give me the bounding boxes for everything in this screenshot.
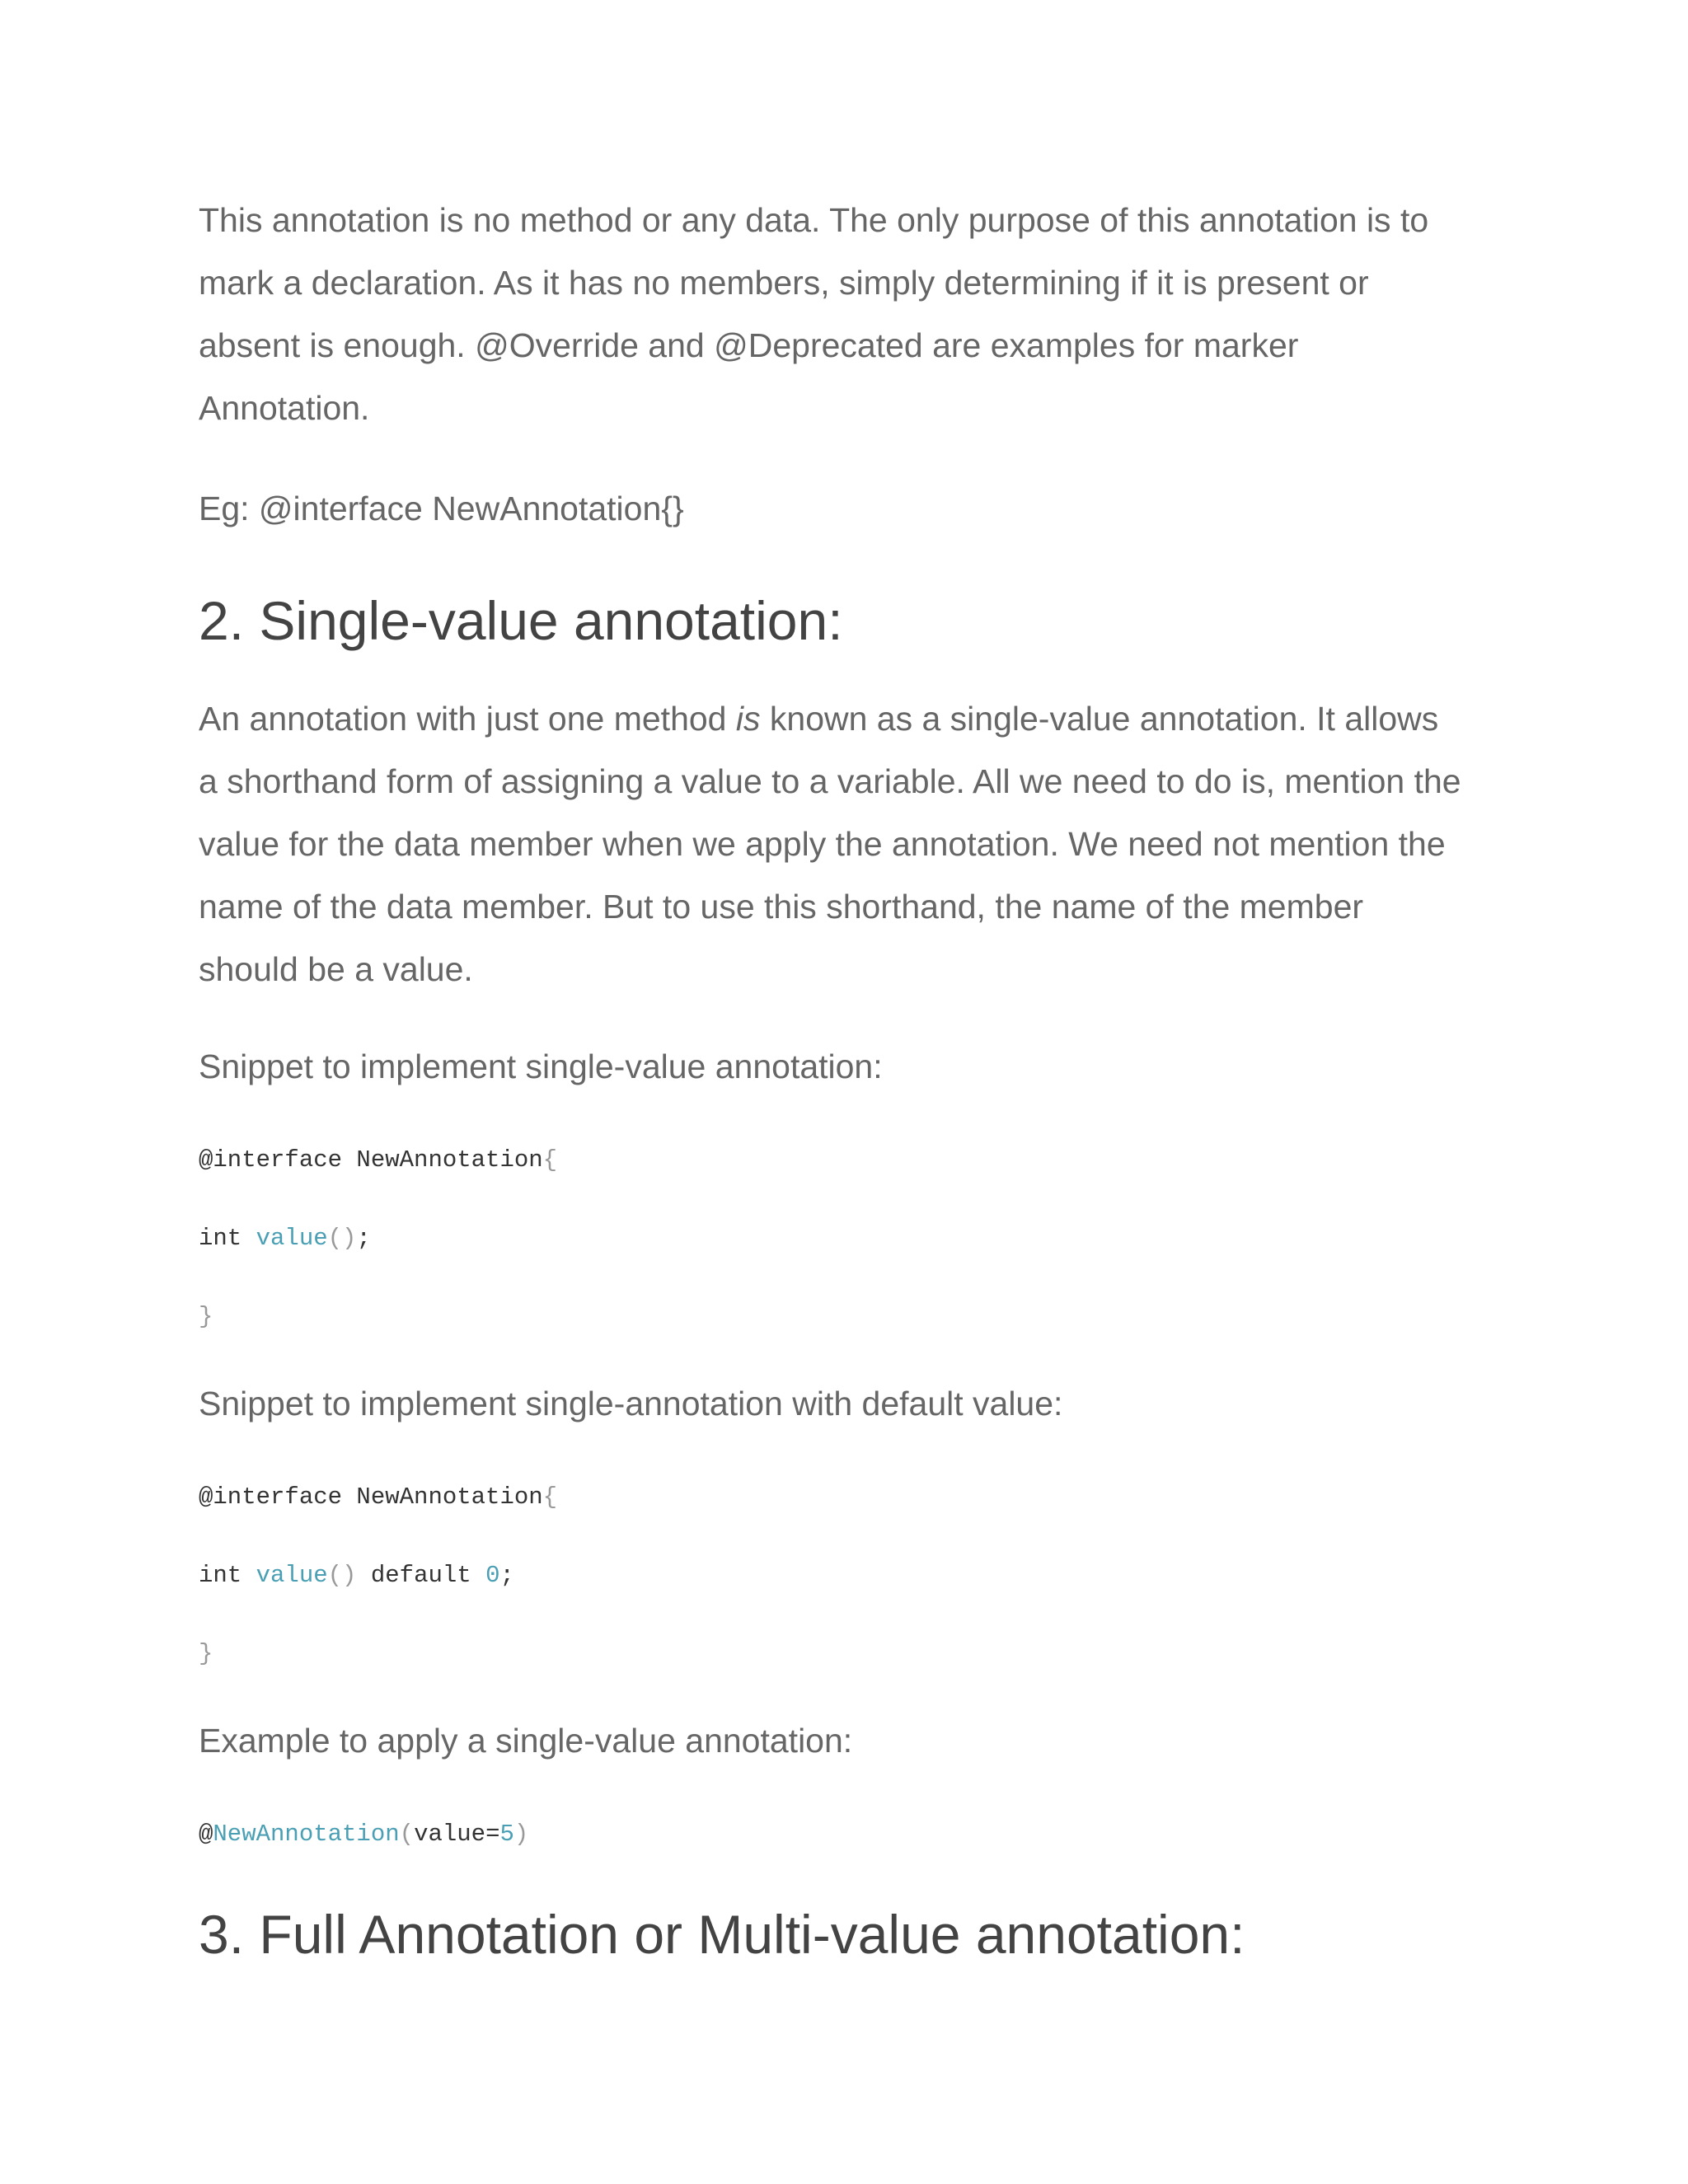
paragraph-line: value for the data member when we apply the annotation. We need not mention the [199, 825, 1446, 863]
code-line: @interface NewAnnotation{ [199, 1146, 558, 1174]
code-line: int value() default 0; [199, 1562, 514, 1589]
example-label: Example to apply a single-value annotation: [199, 1722, 853, 1760]
intro-line: absent is enough. @Override and @Deprecated are examples for marker [199, 326, 1299, 364]
paragraph-line: name of the data member. But to use this shorthand, the name of the member [199, 888, 1364, 926]
snippet2-label: Snippet to implement single-annotation with default value: [199, 1385, 1063, 1422]
section-heading-single-value: 2. Single-value annotation: [199, 590, 843, 651]
paragraph-line: should be a value. [199, 950, 473, 988]
code-line: } [199, 1640, 213, 1667]
paragraph-line [199, 687, 1501, 750]
intro-paragraph [199, 189, 1501, 439]
intro-line: Annotation. [199, 389, 370, 427]
intro-line: mark a declaration. As it has no members, simply determining if it is present or [199, 264, 1369, 302]
paragraph-italic: is [735, 700, 761, 738]
marker-example: Eg: @interface NewAnnotation{} [199, 490, 684, 527]
paragraph-line: a shorthand form of assigning a value to a variable. All we need to do is, mention the [199, 762, 1461, 800]
single-value-paragraph [199, 687, 1501, 1001]
code-line: @interface NewAnnotation{ [199, 1483, 558, 1511]
paragraph-text: known as a single-value annotation. It allows [760, 700, 1439, 738]
code-line: } [199, 1303, 213, 1330]
code-line: int value(); [199, 1225, 371, 1252]
code-line: @NewAnnotation(value=5) [199, 1821, 529, 1848]
paragraph-text: An annotation with just one method [199, 700, 736, 738]
section-heading-multi-value: 3. Full Annotation or Multi-value annotation: [199, 1904, 1245, 1965]
snippet1-label: Snippet to implement single-value annotation: [199, 1047, 883, 1085]
intro-line: This annotation is no method or any data. The only purpose of this annotation is to [199, 201, 1429, 239]
